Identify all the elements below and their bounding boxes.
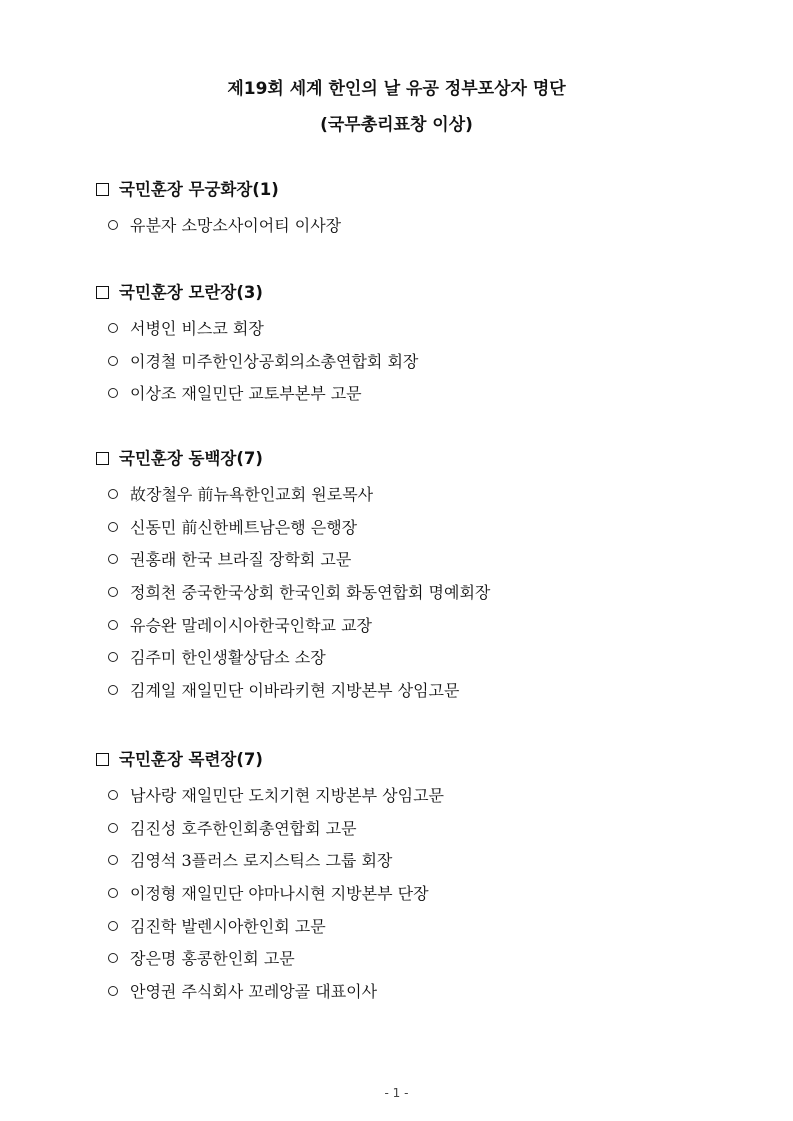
section-dongbaek	[96, 446, 736, 708]
circle-bullet-icon	[108, 587, 118, 597]
list-item: 장은명 홍콩한인회 고문	[96, 943, 736, 976]
checkbox-square-icon	[96, 452, 109, 465]
section-moran	[96, 280, 736, 411]
list-item: 권홍래 한국 브라질 장학회 고문	[96, 544, 736, 577]
section-heading: 국민훈장 동백장(7)	[119, 449, 263, 468]
circle-bullet-icon	[108, 685, 118, 695]
list-item: 안영권 주식회사 꼬레앙골 대표이사	[96, 976, 736, 1009]
circle-bullet-icon	[108, 323, 118, 333]
list-item: 김진성 호주한인회총연합회 고문	[96, 813, 736, 846]
circle-bullet-icon	[108, 522, 118, 532]
circle-bullet-icon	[108, 855, 118, 865]
circle-bullet-icon	[108, 489, 118, 499]
list-item: 김주미 한인생활상담소 소장	[96, 642, 736, 675]
circle-bullet-icon	[108, 790, 118, 800]
circle-bullet-icon	[108, 356, 118, 366]
circle-bullet-icon	[108, 554, 118, 564]
circle-bullet-icon	[108, 986, 118, 996]
section-heading: 국민훈장 목련장(7)	[119, 750, 263, 769]
circle-bullet-icon	[108, 953, 118, 963]
section-mugunghwa	[96, 177, 736, 243]
page-number: - 1 -	[384, 1086, 409, 1100]
list-item: 남사랑 재일민단 도치기현 지방본부 상임고문	[96, 780, 736, 813]
list-item: 이상조 재일민단 교토부본부 고문	[96, 378, 736, 411]
checkbox-square-icon	[96, 183, 109, 196]
list-item: 故장철우 前뉴욕한인교회 원로목사	[96, 479, 736, 512]
page-title: 제19회 세계 한인의 날 유공 정부포상자 명단	[227, 79, 566, 99]
circle-bullet-icon	[108, 652, 118, 662]
list-item: 신동민 前신한베트남은행 은행장	[96, 512, 736, 545]
list-item: 서병인 비스코 회장	[96, 313, 736, 346]
list-item: 김계일 재일민단 이바라키현 지방본부 상임고문	[96, 675, 736, 708]
circle-bullet-icon	[108, 220, 118, 230]
page-subtitle: (국무총리표창 이상)	[320, 115, 473, 135]
list-item: 이경철 미주한인상공회의소총연합회 회장	[96, 346, 736, 379]
checkbox-square-icon	[96, 286, 109, 299]
list-item: 김진학 발렌시아한인회 고문	[96, 911, 736, 944]
circle-bullet-icon	[108, 388, 118, 398]
list-item: 유분자 소망소사이어티 이사장	[96, 210, 736, 243]
list-item: 김영석 3플러스 로지스틱스 그룹 회장	[96, 845, 736, 878]
list-item: 유승완 말레이시아한국인학교 교장	[96, 610, 736, 643]
checkbox-square-icon	[96, 753, 109, 766]
section-mokryeon	[96, 747, 736, 1009]
circle-bullet-icon	[108, 921, 118, 931]
circle-bullet-icon	[108, 823, 118, 833]
circle-bullet-icon	[108, 620, 118, 630]
circle-bullet-icon	[108, 888, 118, 898]
list-item: 정희천 중국한국상회 한국인회 화동연합회 명예회장	[96, 577, 736, 610]
section-heading: 국민훈장 무궁화장(1)	[119, 180, 279, 199]
section-heading: 국민훈장 모란장(3)	[119, 283, 263, 302]
list-item: 이정형 재일민단 야마나시현 지방본부 단장	[96, 878, 736, 911]
